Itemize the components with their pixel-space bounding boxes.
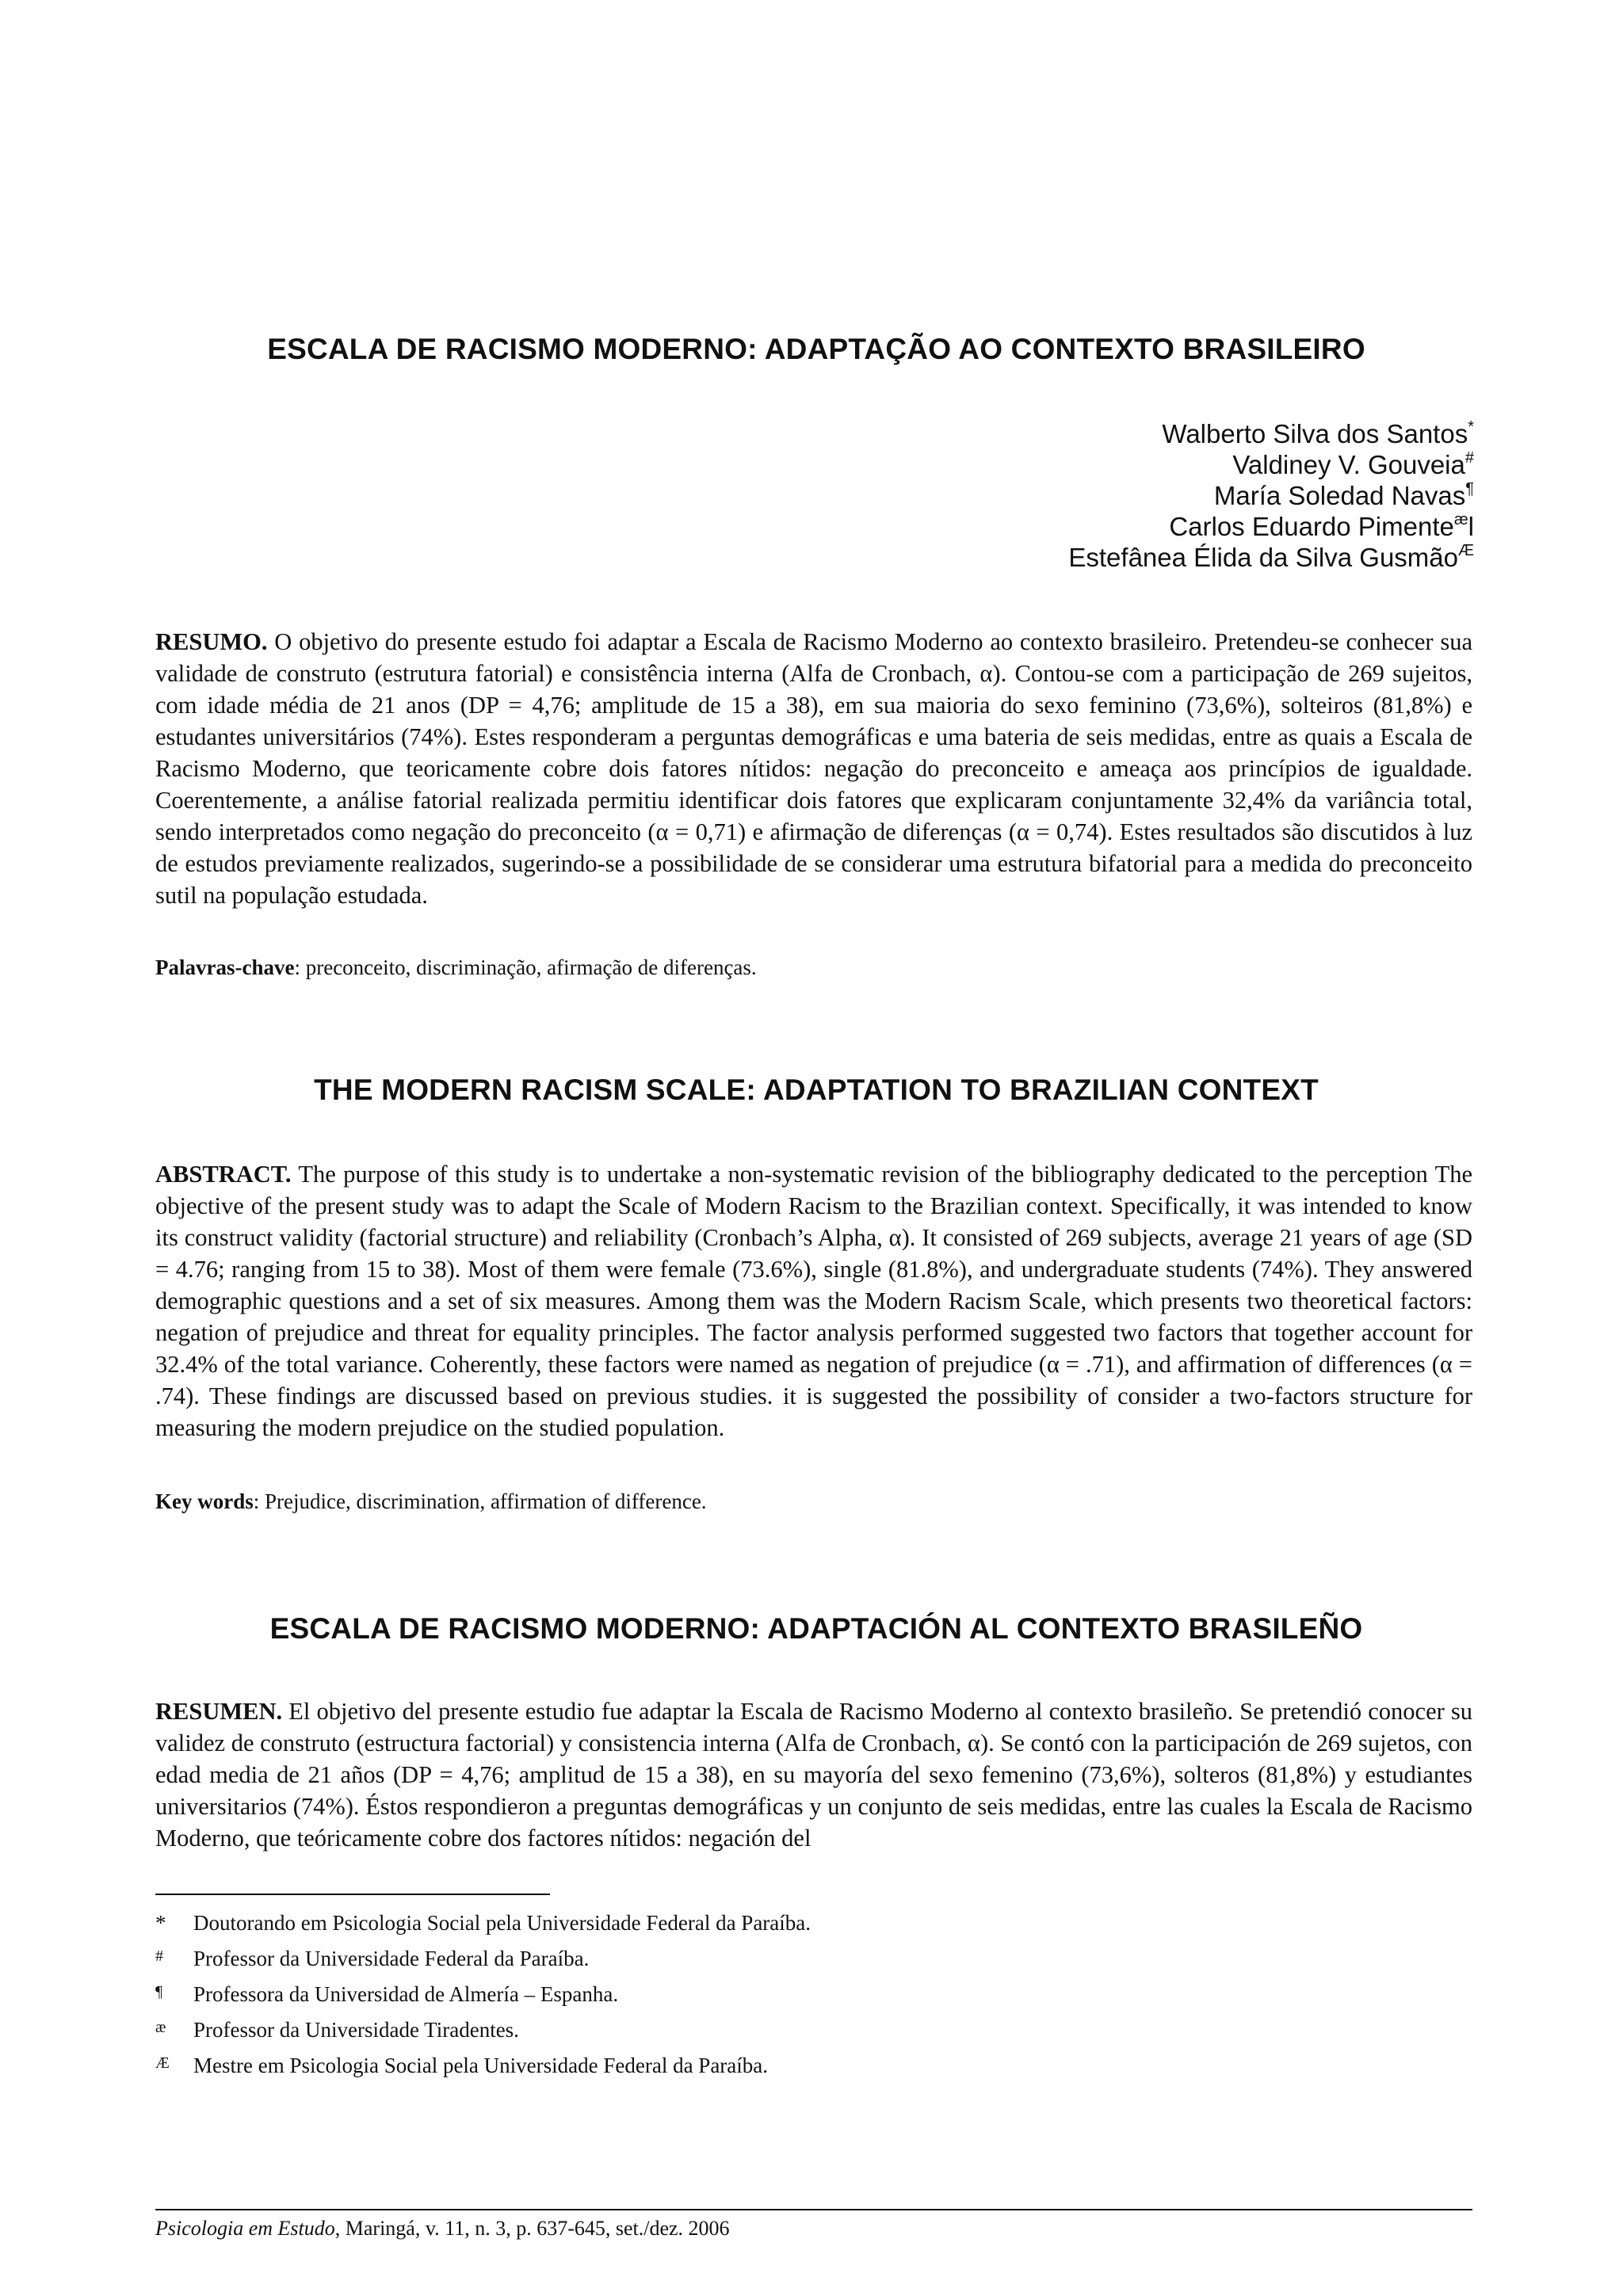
- author: Estefânea Élida da Silva Gusmão$^Æ$: [1068, 542, 1474, 572]
- footnote: æ Professor da Universidade Tiradentes.: [155, 2018, 519, 2042]
- palavras-chave: Palavras-chave: preconceito, discriminação, afirmação de diferenças.: [155, 955, 757, 979]
- author: Walberto Silva dos Santos*: [1162, 418, 1474, 448]
- abstract-text: The purpose of this study is to undertake a non-systematic revision of the bibliography dedicated to the perception The objective of the present study was to adapt the Scale of Modern Racism to the Brazilian context. Specifically, it was intended to know its construct validity (factorial structure) and reliability (Cronbach’s Alpha, α). It consisted of 269 subjects, average 21 years of age (SD = 4.76; ranging from 15 to 38). Most of them were female (73.6%), single (81.8%), and undergraduate students (74%). They answered demographic questions and a set of six measures. Among them was the Modern Racism Scale, which presents two theoretical factors: negation of prejudice and threat for equality principles. The factor analysis performed suggested two factors that together account for 32.4% of the total variance. Coherently, these factors were named as negation of prejudice (α = .71), and affirmation of differences (α = .74). These findings are discussed based on previous studies. it is suggested the possibility of consider a two-factors structure for measuring the modern prejudice on the studied population.: [155, 1161, 1473, 1441]
- key-words: Key words: Prejudice, discrimination, affirmation of difference.: [155, 1489, 707, 1513]
- page-footer: [155, 2217, 730, 2241]
- abstract-label: ABSTRACT.: [155, 1161, 292, 1188]
- author: Valdiney V. Gouveia#: [1232, 449, 1474, 479]
- resumo-paragraph: [155, 626, 1472, 911]
- resumen-text: El objetivo del presente estudio fue adaptar la Escala de Racismo Moderno al contexto brasileño. Se pretendió conocer su validez de construto (estructura factorial) y consistencia interna (Alfa de Cronbach, α). Se contó con la participación de 269 sujetos, con edad media de 21 años (DP = 4,76; amplitud de 15 a 38), en su mayoría del sexo femenino (73,6%), solteros (81,8%) y estudiantes universitarios (74%). Éstos respondieron a preguntas demográficas y un conjunto de seis medidas, entre las cuales la Escala de Racismo Moderno, que teóricamente cobre dos factores nítidos: negación del: [155, 1698, 1473, 1852]
- title-spanish: ESCALA DE RACISMO MODERNO: ADAPTACIÓN AL CONTEXTO BRASILEÑO: [269, 1612, 1363, 1645]
- resumen-paragraph: [155, 1695, 1472, 1854]
- journal-name: Psicologia em Estudo: [155, 2217, 335, 2240]
- citation: , Maringá, v. 11, n. 3, p. 637-645, set./dez. 2006: [334, 2217, 730, 2240]
- footnote: * Doutorando em Psicologia Social pela Universidade Federal da Paraíba.: [155, 1911, 812, 1935]
- title-portuguese: ESCALA DE RACISMO MODERNO: ADAPTAÇÃO AO CONTEXTO BRASILEIRO: [267, 333, 1365, 365]
- footer-divider: [155, 2209, 1472, 2210]
- resumen-label: RESUMEN.: [155, 1698, 283, 1725]
- footnote: ¶ Professora da Universidad de Almería – Espanha.: [155, 1982, 619, 2006]
- footnotes: [155, 1911, 1344, 2089]
- footnote-divider: [155, 1894, 550, 1895]
- resumo-label: RESUMO.: [155, 628, 268, 655]
- author: Carlos Eduardo Pimente$^æ$l: [1169, 511, 1474, 541]
- resumo-text: O objetivo do presente estudo foi adaptar a Escala de Racismo Moderno ao contexto brasileiro. Pretendeu-se conhecer sua validade de construto (estrutura fatorial) e consistência interna (Alfa de Cronbach, α). Contou-se com a participação de 269 sujeitos, com idade média de 21 anos (DP = 4,76; amplitude de 15 a 38), em sua maioria do sexo feminino (73,6%), solteiros (81,8%) e estudantes universitários (74%). Estes responderam a perguntas demográficas e uma bateria de seis medidas, entre as quais a Escala de Racismo Moderno, que teoricamente cobre dois fatores nítidos: negação do preconceito e ameaça aos princípios de igualdade. Coerentemente, a análise fatorial realizada permitiu identificar dois fatores que explicaram conjuntamente 32,4% da variância total, sendo interpretados como negação do preconceito (α = 0,71) e afirmação de diferenças (α = 0,74). Estes resultados são discutidos à luz de estudos previamente realizados, sugerindo-se a possibilidade de se considerar uma estrutura bifatorial para a medida do preconceito sutil na população estudada.: [155, 628, 1473, 909]
- abstract-paragraph: [155, 1158, 1472, 1444]
- title-english: THE MODERN RACISM SCALE: ADAPTATION TO BRAZILIAN CONTEXT: [314, 1074, 1319, 1106]
- author-list: [1068, 418, 1474, 573]
- author: María Soledad Navas¶: [1213, 480, 1474, 510]
- footnote: # Professor da Universidade Federal da Paraíba.: [155, 1947, 590, 1970]
- footnote: Æ Mestre em Psicologia Social pela Universidade Federal da Paraíba.: [155, 2054, 769, 2077]
